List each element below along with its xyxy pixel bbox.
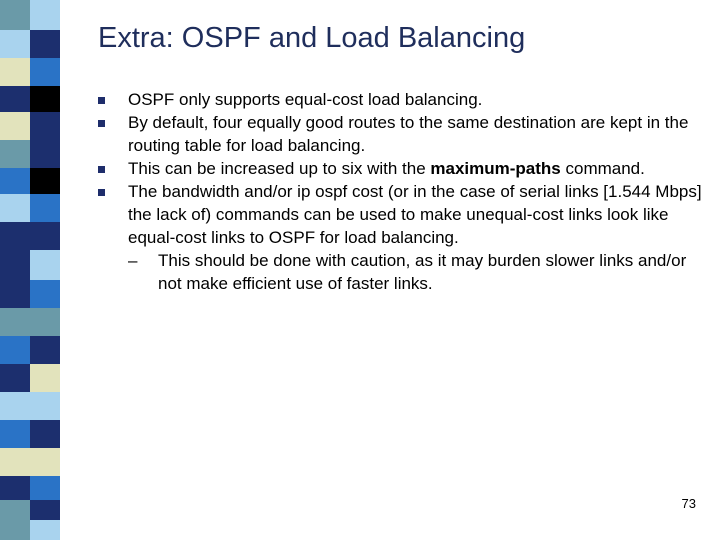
sub-bullet-text: This should be done with caution, as it may burden slower links and/or not make efficient use of faster links. [158,251,687,293]
stripe-block [0,222,30,250]
bullet-item [92,180,704,295]
stripe-block [0,476,30,500]
stripe-block [0,30,30,58]
stripe-block [30,336,60,364]
page-number: 73 [681,496,696,511]
stripe-block [30,448,60,476]
stripe-block [30,364,60,392]
stripe-block [30,30,60,58]
sub-bullet-list [128,249,704,295]
stripe-block [30,140,60,168]
stripe-block [30,222,60,250]
stripe-block [0,392,30,420]
stripe-block [30,250,60,280]
stripe-block [30,476,60,500]
stripe-block [0,0,30,30]
stripe-block [30,194,60,222]
bullet-item [92,111,704,157]
bullet-text: OSPF only supports equal-cost load balancing. [128,90,483,109]
stripe-block [0,336,30,364]
stripe-block [0,112,30,140]
sub-bullet-item [128,249,704,295]
bullet-text-before: This can be increased up to six with the [128,159,431,178]
stripe-block [30,58,60,86]
stripe-block [30,500,60,520]
stripe-block [30,520,60,540]
bullet-item [92,88,704,111]
stripe-block [0,58,30,86]
bullet-bold-command: maximum-paths [430,159,561,178]
stripe-block [0,308,30,336]
square-bullet-icon [98,97,105,104]
bullet-text-after: command. [560,159,645,178]
stripe-block [0,500,30,540]
stripe-block [0,420,30,448]
stripe-block [0,280,30,308]
stripe-block [30,86,60,112]
square-bullet-icon [98,189,105,196]
stripe-block [30,112,60,140]
stripe-block [0,168,30,194]
stripe-block [30,168,60,194]
dash-bullet: – [128,251,138,270]
stripe-block [0,448,30,476]
decorative-stripe [0,0,62,540]
bullet-text: By default, four equally good routes to the same destination are kept in the routing table for load balancing. [128,113,689,155]
bullet-item [92,157,704,180]
slide-title: Extra: OSPF and Load Balancing [98,22,526,54]
stripe-block [30,280,60,308]
bullet-list [92,88,704,295]
square-bullet-icon [98,120,105,127]
stripe-block [30,0,60,30]
stripe-block [0,86,30,112]
stripe-block [0,364,30,392]
stripe-block [30,420,60,448]
stripe-block [0,194,30,222]
stripe-block [0,140,30,168]
stripe-block [30,308,60,336]
stripe-block [30,392,60,420]
stripe-block [0,250,30,280]
square-bullet-icon [98,166,105,173]
bullet-text: The bandwidth and/or ip ospf cost (or in the case of serial links [1.544 Mbps] the lack of) commands can be used to make unequal-cost links look like equal-cost links to OSPF for load balancing. [128,182,702,247]
